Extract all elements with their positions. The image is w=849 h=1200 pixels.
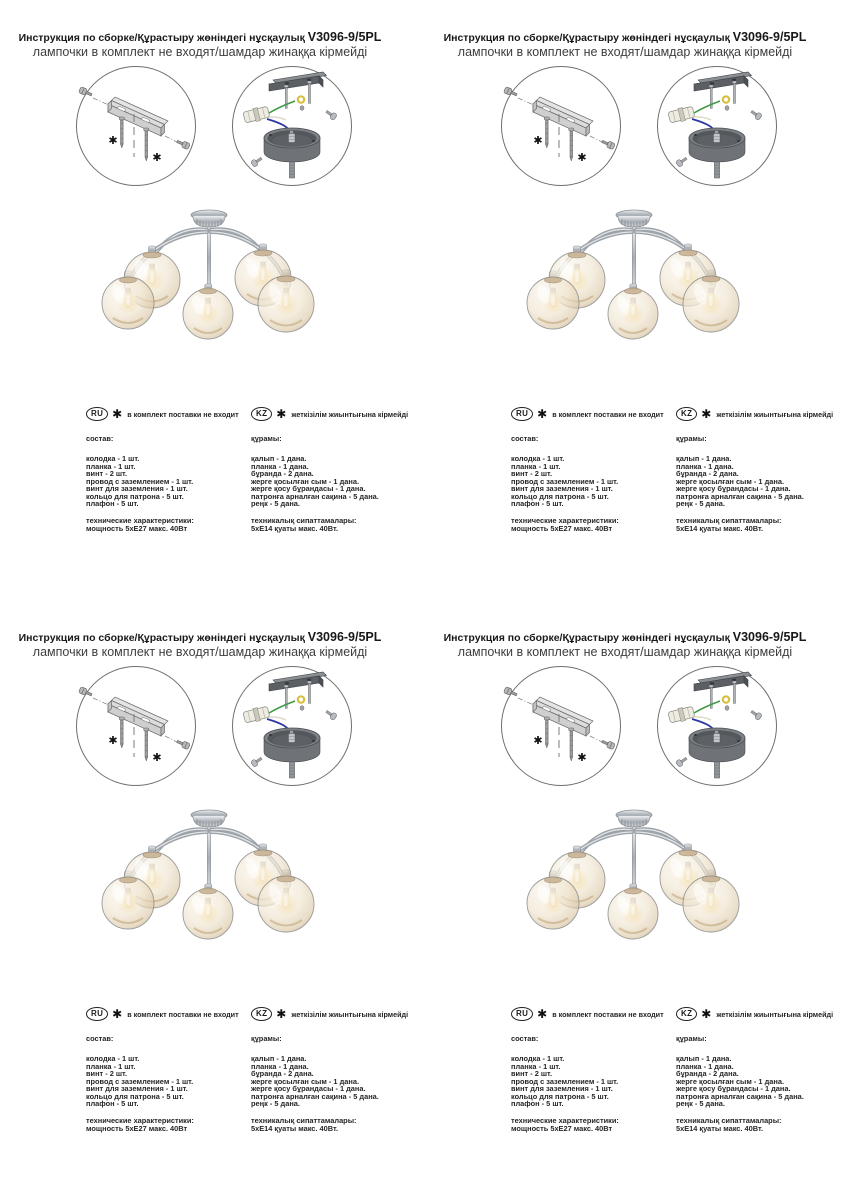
parts-item: реңк - 5 дана. [251, 1099, 300, 1108]
assembly-instruction-sheet [0, 0, 424, 533]
parts-item: жерге қосылған сым - 1 дана. [676, 476, 784, 486]
specs-value-kz: 5хЕ14 қуаты макс. 40Вт. [676, 1124, 764, 1133]
specs-heading-ru: технические характеристики: [86, 1115, 194, 1125]
parts-item: реңк - 5 дана. [676, 1099, 725, 1108]
parts-item: винт для заземления - 1 шт. [511, 484, 613, 493]
asterisk-icon: ✱ [112, 407, 123, 421]
specs-value-kz: 5хЕ14 қуаты макс. 40Вт. [251, 524, 339, 533]
chandelier-illustration [95, 806, 424, 940]
parts-item: планка - 1 шт. [86, 461, 136, 471]
assembly-diagrams [498, 64, 849, 188]
specs-value-kz: 5хЕ14 қуаты макс. 40Вт. [251, 1124, 339, 1133]
parts-item: планка - 1 шт. [511, 1061, 561, 1071]
canopy-wiring-diagram [654, 664, 780, 788]
sheet-subtitle: лампочки в комплект не входят/шамдар жинаққа кірмейді [457, 45, 793, 59]
ru-not-included-note: в комплект поставки не входит [127, 1009, 239, 1019]
legend-ru [86, 407, 251, 421]
sheet-title [425, 631, 825, 645]
legend-ru [511, 1007, 676, 1021]
specs-value-ru: мощность 5хЕ27 макс. 40Вт [86, 524, 188, 533]
parts-item: планка - 1 дана. [251, 1061, 309, 1071]
parts-item: плафон - 5 шт. [86, 1099, 139, 1108]
parts-item: колодка - 1 шт. [511, 1054, 565, 1063]
specs-heading-kz: техникалық сипаттамалары: [676, 1115, 782, 1125]
parts-lists [86, 435, 424, 533]
parts-item: кольцо для патрона - 5 шт. [86, 491, 184, 501]
asterisk-icon: ✱ [276, 1007, 287, 1021]
asterisk-mark: ✱ [533, 735, 543, 747]
parts-list-kz [251, 435, 416, 533]
ru-language-badge: RU [511, 407, 533, 421]
assembly-instruction-sheet [0, 600, 424, 1133]
ru-not-included-note: в комплект поставки не входит [552, 409, 664, 419]
parts-item: провод с заземлением - 1 шт. [511, 476, 619, 486]
parts-item: жерге қосылған сым - 1 дана. [676, 1076, 784, 1086]
parts-item: кольцо для патрона - 5 шт. [511, 491, 609, 501]
parts-heading-kz: құрамы: [676, 1034, 707, 1043]
title-text: Инструкция по сборке/Құрастыру жөніндегі нұсқаулық [443, 632, 730, 644]
assembly-diagrams [73, 64, 424, 188]
parts-list-kz [676, 1035, 841, 1133]
specs-value-ru: мощность 5хЕ27 макс. 40Вт [86, 1124, 188, 1133]
parts-heading-kz: құрамы: [676, 434, 707, 443]
parts-item: колодка - 1 шт. [86, 454, 140, 463]
parts-heading-ru: состав: [511, 434, 539, 443]
parts-heading-kz: құрамы: [251, 1034, 282, 1043]
parts-item: колодка - 1 шт. [511, 454, 565, 463]
title-text: Инструкция по сборке/Құрастыру жөніндегі нұсқаулық [18, 632, 305, 644]
asterisk-mark: ✱ [108, 135, 118, 147]
parts-item: қалып - 1 дана. [676, 454, 732, 463]
ru-language-badge: RU [511, 1007, 533, 1021]
mounting-bracket-diagram [498, 664, 624, 788]
asterisk-icon: ✱ [701, 407, 712, 421]
parts-list-kz [251, 1035, 416, 1133]
kz-language-badge: KZ [676, 1007, 697, 1021]
parts-item: провод с заземлением - 1 шт. [86, 476, 194, 486]
specs-heading-kz: техникалық сипаттамалары: [251, 515, 357, 525]
legend-ru [86, 1007, 251, 1021]
kz-language-badge: KZ [251, 407, 272, 421]
specs-value-ru: мощность 5хЕ27 макс. 40Вт [511, 524, 613, 533]
title-text: Инструкция по сборке/Құрастыру жөніндегі нұсқаулық [443, 32, 730, 44]
legend-kz [676, 1007, 841, 1021]
parts-item: бұранда - 2 дана. [251, 469, 314, 478]
kz-language-badge: KZ [251, 1007, 272, 1021]
chandelier-illustration [520, 806, 849, 940]
kz-not-included-note: жеткізілім жиынтығына кірмейді [291, 409, 409, 419]
parts-item: винт - 2 шт. [86, 469, 128, 478]
parts-heading-kz: құрамы: [251, 434, 282, 443]
specs-heading-ru: технические характеристики: [511, 515, 619, 525]
model-number: V3096-9/5PL [307, 630, 382, 644]
parts-item: планка - 1 дана. [251, 461, 309, 471]
parts-item: реңк - 5 дана. [251, 499, 300, 508]
mounting-bracket-diagram [498, 64, 624, 188]
kz-language-badge: KZ [676, 407, 697, 421]
asterisk-mark: ✱ [533, 135, 543, 147]
asterisk-icon: ✱ [112, 1007, 123, 1021]
parts-item: винт - 2 шт. [511, 469, 553, 478]
parts-item: винт для заземления - 1 шт. [86, 484, 188, 493]
parts-item: планка - 1 дана. [676, 1061, 734, 1071]
canopy-wiring-diagram [229, 664, 355, 788]
parts-item: қалып - 1 дана. [251, 454, 307, 463]
model-number: V3096-9/5PL [307, 30, 382, 44]
ru-not-included-note: в комплект поставки не входит [552, 1009, 664, 1019]
legend-kz [676, 407, 841, 421]
canopy-wiring-diagram [654, 64, 780, 188]
parts-heading-ru: состав: [511, 1034, 539, 1043]
parts-item: бұранда - 2 дана. [676, 469, 739, 478]
mounting-bracket-diagram [73, 64, 199, 188]
canopy-wiring-diagram [229, 64, 355, 188]
parts-item: планка - 1 дана. [676, 461, 734, 471]
asterisk-icon: ✱ [701, 1007, 712, 1021]
specs-heading-ru: технические характеристики: [86, 515, 194, 525]
parts-item: жерге қосылған сым - 1 дана. [251, 476, 359, 486]
parts-item: жерге қосу бұрандасы - 1 дана. [676, 484, 791, 493]
parts-lists [511, 435, 849, 533]
ru-language-badge: RU [86, 407, 108, 421]
legend-kz [251, 407, 416, 421]
parts-item: патронға арналған сақина - 5 дана. [251, 491, 379, 501]
parts-item: бұранда - 2 дана. [251, 1069, 314, 1078]
assembly-instruction-sheet [425, 0, 849, 533]
sheet-copy-bottom-right [425, 600, 849, 1200]
asterisk-mark: ✱ [108, 735, 118, 747]
model-number: V3096-9/5PL [732, 30, 807, 44]
not-included-legend [86, 407, 424, 421]
assembly-diagrams [73, 664, 424, 788]
parts-heading-ru: состав: [86, 434, 114, 443]
parts-list-ru [86, 1035, 251, 1133]
kz-not-included-note: жеткізілім жиынтығына кірмейді [291, 1009, 409, 1019]
parts-lists [511, 1035, 849, 1133]
sheet-title [0, 631, 400, 645]
sheet-subtitle: лампочки в комплект не входят/шамдар жинаққа кірмейді [457, 645, 793, 659]
asterisk-icon: ✱ [537, 407, 548, 421]
sheet-title [0, 31, 400, 45]
asterisk-mark: ✱ [152, 152, 162, 164]
parts-list-ru [511, 1035, 676, 1133]
parts-item: патронға арналған сақина - 5 дана. [676, 491, 804, 501]
assembly-diagrams [498, 664, 849, 788]
parts-item: винт для заземления - 1 шт. [511, 1084, 613, 1093]
parts-item: патронға арналған сақина - 5 дана. [251, 1091, 379, 1101]
parts-item: қалып - 1 дана. [251, 1054, 307, 1063]
asterisk-icon: ✱ [276, 407, 287, 421]
legend-kz [251, 1007, 416, 1021]
mounting-bracket-diagram [73, 664, 199, 788]
asterisk-icon: ✱ [537, 1007, 548, 1021]
model-number: V3096-9/5PL [732, 630, 807, 644]
parts-item: планка - 1 шт. [86, 1061, 136, 1071]
sheet-copy-top-right [425, 0, 849, 600]
parts-heading-ru: состав: [86, 1034, 114, 1043]
parts-item: колодка - 1 шт. [86, 1054, 140, 1063]
parts-item: провод с заземлением - 1 шт. [511, 1076, 619, 1086]
parts-item: провод с заземлением - 1 шт. [86, 1076, 194, 1086]
parts-list-ru [86, 435, 251, 533]
ru-language-badge: RU [86, 1007, 108, 1021]
kz-not-included-note: жеткізілім жиынтығына кірмейді [716, 1009, 834, 1019]
parts-list-ru [511, 435, 676, 533]
kz-not-included-note: жеткізілім жиынтығына кірмейді [716, 409, 834, 419]
parts-item: планка - 1 шт. [511, 461, 561, 471]
legend-ru [511, 407, 676, 421]
sheet-subtitle: лампочки в комплект не входят/шамдар жинаққа кірмейді [32, 45, 368, 59]
parts-item: бұранда - 2 дана. [676, 1069, 739, 1078]
parts-item: жерге қосылған сым - 1 дана. [251, 1076, 359, 1086]
sheet-copy-top-left [0, 0, 425, 600]
not-included-legend [86, 1007, 424, 1021]
assembly-instruction-sheet [425, 600, 849, 1133]
asterisk-mark: ✱ [577, 752, 587, 764]
not-included-legend [511, 1007, 849, 1021]
parts-item: реңк - 5 дана. [676, 499, 725, 508]
parts-item: кольцо для патрона - 5 шт. [511, 1091, 609, 1101]
asterisk-mark: ✱ [152, 752, 162, 764]
parts-item: плафон - 5 шт. [511, 1099, 564, 1108]
specs-heading-kz: техникалық сипаттамалары: [676, 515, 782, 525]
parts-item: қалып - 1 дана. [676, 1054, 732, 1063]
specs-value-ru: мощность 5хЕ27 макс. 40Вт [511, 1124, 613, 1133]
sheet-copy-bottom-left [0, 600, 425, 1200]
parts-item: кольцо для патрона - 5 шт. [86, 1091, 184, 1101]
specs-heading-kz: техникалық сипаттамалары: [251, 1115, 357, 1125]
specs-heading-ru: технические характеристики: [511, 1115, 619, 1125]
not-included-legend [511, 407, 849, 421]
parts-item: плафон - 5 шт. [86, 499, 139, 508]
parts-list-kz [676, 435, 841, 533]
asterisk-mark: ✱ [577, 152, 587, 164]
chandelier-illustration [520, 206, 849, 340]
specs-value-kz: 5хЕ14 қуаты макс. 40Вт. [676, 524, 764, 533]
parts-item: винт - 2 шт. [86, 1069, 128, 1078]
chandelier-illustration [95, 206, 424, 340]
parts-lists [86, 1035, 424, 1133]
sheet-title [425, 31, 825, 45]
parts-item: плафон - 5 шт. [511, 499, 564, 508]
parts-item: винт - 2 шт. [511, 1069, 553, 1078]
parts-item: патронға арналған сақина - 5 дана. [676, 1091, 804, 1101]
parts-item: жерге қосу бұрандасы - 1 дана. [251, 484, 366, 493]
sheet-subtitle: лампочки в комплект не входят/шамдар жинаққа кірмейді [32, 645, 368, 659]
title-text: Инструкция по сборке/Құрастыру жөніндегі нұсқаулық [18, 32, 305, 44]
parts-item: жерге қосу бұрандасы - 1 дана. [251, 1084, 366, 1093]
parts-item: жерге қосу бұрандасы - 1 дана. [676, 1084, 791, 1093]
parts-item: винт для заземления - 1 шт. [86, 1084, 188, 1093]
ru-not-included-note: в комплект поставки не входит [127, 409, 239, 419]
